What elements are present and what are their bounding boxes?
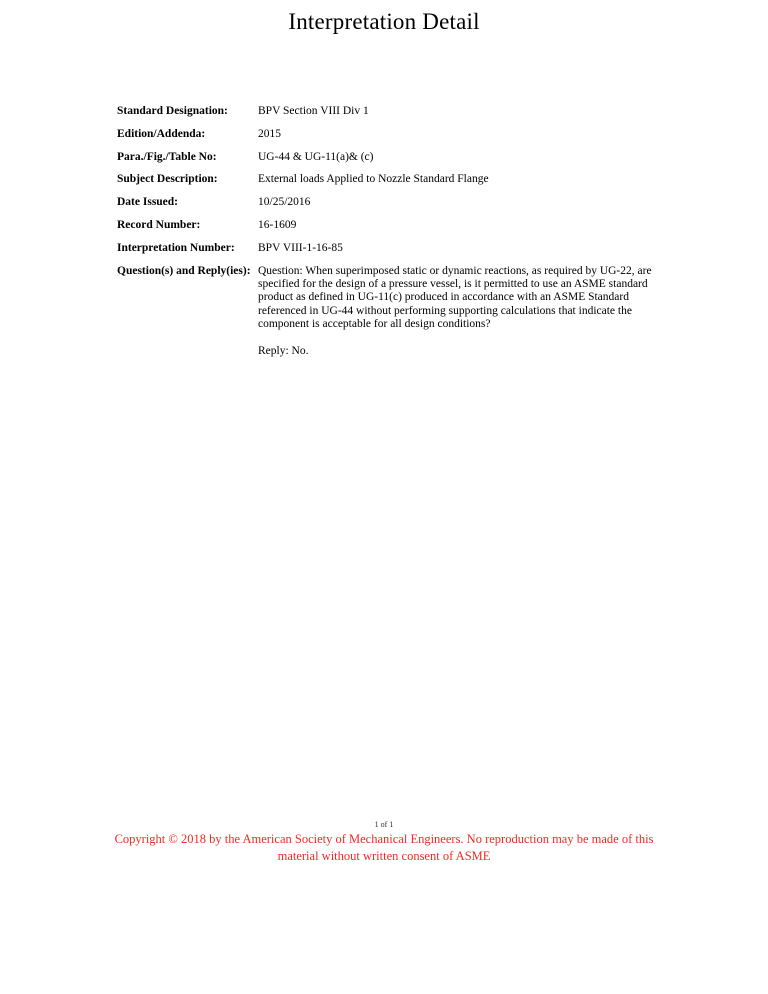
field-label: Edition/Addenda: — [117, 127, 206, 140]
field-value: 10/25/2016 — [258, 196, 311, 209]
field-row-para-fig-table-no — [117, 151, 657, 164]
copyright-line-1: Copyright © 2018 by the American Society of Mechanical Engineers. No reproduction may be made of this — [114, 832, 654, 846]
field-row-edition-addenda — [117, 128, 657, 141]
field-row-interpretation-number — [117, 242, 657, 255]
copyright-notice — [0, 831, 768, 865]
field-table — [117, 105, 657, 367]
field-row-questions-and-replies — [117, 265, 657, 358]
page-number-indicator: 1 of 1 — [374, 820, 394, 829]
field-label: Date Issued: — [117, 196, 179, 209]
field-row-subject-description — [117, 173, 657, 186]
field-value: 2015 — [258, 127, 281, 140]
field-value: External loads Applied to Nozzle Standard Flange — [258, 173, 489, 186]
field-label: Record Number: — [117, 218, 201, 231]
field-value: 16-1609 — [258, 218, 297, 231]
field-label: Question(s) and Reply(ies): — [117, 264, 251, 277]
field-value: BPV Section VIII Div 1 — [258, 105, 369, 117]
field-label: Standard Designation: — [117, 105, 228, 117]
field-label: Interpretation Number: — [117, 241, 235, 254]
field-value: BPV VIII-1-16-85 — [258, 241, 343, 254]
field-row-standard-designation — [117, 105, 657, 118]
page-title: Interpretation Detail — [288, 9, 480, 34]
field-label: Para./Fig./Table No: — [117, 150, 217, 163]
field-row-record-number — [117, 219, 657, 232]
copyright-line-2: material without written consent of ASME — [277, 849, 491, 863]
reply-paragraph: Reply: No. — [258, 344, 309, 357]
question-paragraph: Question: When superimposed static or dynamic reactions, as required by UG-22, are specified for the design of a pressure vessel, is it permitted to use an ASME standard product as defined in UG-11(c) produced in accordance with an ASME Standard referenced in UG-44 without performing supporting calculations that indicate the component is acceptable for all design conditions? — [258, 264, 652, 331]
field-row-date-issued — [117, 196, 657, 209]
field-value: UG-44 & UG-11(a)& (c) — [258, 150, 374, 163]
field-label: Subject Description: — [117, 173, 218, 186]
question-reply-text — [258, 265, 652, 358]
